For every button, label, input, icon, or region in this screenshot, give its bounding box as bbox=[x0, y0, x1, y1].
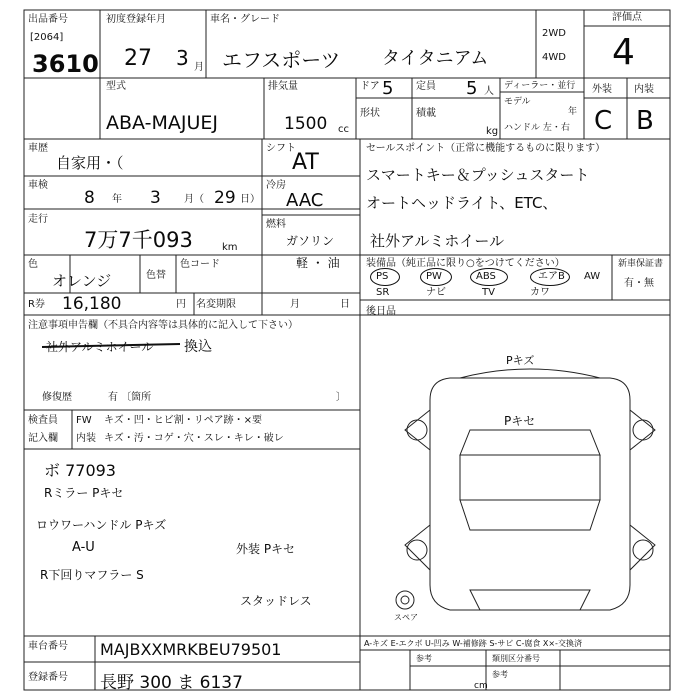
recycle-unit: 円 bbox=[176, 299, 186, 310]
fuel-gas: ガソリン bbox=[286, 234, 335, 248]
inspector-note-4: A-U bbox=[72, 540, 95, 555]
score-label: 評価点 bbox=[612, 12, 642, 23]
use-value: 自家用・（ bbox=[56, 154, 124, 172]
inspection-month-unit: 月（ bbox=[184, 194, 204, 205]
cm-unit: cm bbox=[474, 681, 488, 691]
mileage-label: 走行 bbox=[28, 214, 48, 225]
equip-leather: カワ bbox=[530, 287, 550, 298]
door-label: ドア bbox=[360, 81, 380, 92]
sales-label: セールスポイント（正常に機能するものに限ります） bbox=[366, 143, 606, 154]
lot-label: 出品番号 bbox=[28, 14, 68, 25]
equip-navi: ナビ bbox=[426, 287, 446, 298]
recycle-label: R券 bbox=[28, 299, 45, 310]
equip-pw-circle bbox=[420, 268, 452, 286]
reg-month: 3 bbox=[176, 46, 189, 70]
car-name: エフスポーツ bbox=[222, 48, 341, 72]
struck-text: 社外アルミホイール bbox=[46, 340, 154, 354]
inspector-note-mid2: スタッドレス bbox=[240, 594, 312, 608]
use-label: 車歴 bbox=[28, 143, 48, 154]
score-value: 4 bbox=[612, 32, 635, 73]
category-label: 類別区分番号 bbox=[492, 654, 540, 663]
seat-value: 5 bbox=[466, 78, 478, 99]
ext-grade: C bbox=[594, 106, 613, 136]
inspection-month: 3 bbox=[150, 188, 161, 208]
chassis-value: MAJBXXMRKBEU79501 bbox=[100, 640, 282, 659]
color-label: 色 bbox=[28, 259, 38, 270]
model-label: 型式 bbox=[106, 81, 126, 92]
equip-airbag-circle bbox=[530, 268, 570, 286]
shift-value: AT bbox=[292, 150, 319, 175]
reg-number-label: 登録番号 bbox=[28, 672, 68, 683]
ext-label: 外装 bbox=[592, 84, 612, 95]
sales-line3: 社外アルミホイール bbox=[370, 232, 505, 250]
cc-unit: cc bbox=[338, 124, 349, 135]
recycle-value: 16,180 bbox=[62, 294, 122, 314]
equip-pw: PW bbox=[426, 271, 442, 282]
model-year-unit: 年 bbox=[568, 107, 578, 117]
diagram-hood-note: Pキセ bbox=[504, 414, 536, 428]
color-code-label: 色コード bbox=[180, 259, 220, 270]
spare-label: スペア bbox=[394, 613, 418, 622]
lot-sub: [2064] bbox=[30, 32, 64, 43]
reg-number-value: 長野 300 ま 6137 bbox=[100, 673, 243, 693]
door-value: 5 bbox=[382, 78, 394, 99]
warranty-value: 有・無 bbox=[624, 278, 654, 289]
note-text: 換込 bbox=[184, 339, 212, 355]
inspector-note-1: ボ 77093 bbox=[44, 461, 116, 480]
dealer-label: ディーラー・並行 bbox=[504, 81, 576, 91]
inspector-note-3: ロウワーハンドル Pキズ bbox=[36, 518, 167, 532]
reg-year: 27 bbox=[124, 46, 152, 71]
tax-month-unit: 月 bbox=[290, 299, 300, 310]
equip-ps: PS bbox=[376, 271, 389, 282]
car-diagram bbox=[396, 369, 655, 610]
ac-value: AAC bbox=[286, 190, 324, 211]
inspection-year: 8 bbox=[84, 188, 95, 208]
int-grade: B bbox=[636, 106, 654, 136]
cc-label: 排気量 bbox=[268, 81, 298, 92]
sales-line2: オートヘッドライト、ETC、 bbox=[366, 194, 558, 212]
equip-sr: SR bbox=[376, 287, 390, 298]
inspection-year-unit: 年 bbox=[112, 194, 122, 205]
mileage-unit: km bbox=[222, 242, 238, 253]
name-label: 車名・グレード bbox=[210, 14, 280, 25]
inspector-row1: キズ・凹・ヒビ割・リペア跡・×要 bbox=[104, 415, 262, 426]
equip-airbag: エアB bbox=[538, 271, 565, 282]
equip-aw: AW bbox=[584, 271, 601, 282]
inspector-fw: FW bbox=[76, 415, 92, 426]
handle-label: ハンドル 左・右 bbox=[504, 123, 570, 133]
load-unit: kg bbox=[486, 126, 499, 137]
ac-label: 冷房 bbox=[266, 180, 286, 191]
inspector-note-2: Rミラー Pキセ bbox=[44, 486, 124, 500]
reg-month-unit: 月 bbox=[194, 62, 204, 73]
repair-label: 修復歴 bbox=[42, 392, 72, 403]
mileage-value: 7万7千093 bbox=[84, 228, 193, 252]
color-value: オレンジ bbox=[52, 272, 112, 290]
inspector-row2: キズ・汚・コゲ・穴・スレ・キレ・破レ bbox=[104, 433, 284, 444]
color-change-label: 色替 bbox=[146, 270, 166, 281]
notes-label: 注意事項申告欄（不具合内容等は具体的に記入して下さい） bbox=[28, 320, 298, 331]
model-year-label: モデル bbox=[504, 97, 531, 107]
load-label: 積載 bbox=[416, 108, 436, 119]
fuel-label: 燃料 bbox=[266, 219, 286, 230]
int-label: 内装 bbox=[634, 84, 654, 95]
lot-number: 3610 bbox=[32, 50, 99, 78]
inspection-day-unit: 日） bbox=[240, 194, 260, 205]
inspector-note-mid1: 外装 Pキセ bbox=[236, 542, 296, 556]
tax-label: 名変期限 bbox=[196, 299, 236, 310]
fuel-light: 軽 ・ 油 bbox=[296, 256, 340, 270]
shape-label: 形状 bbox=[360, 108, 380, 119]
equipment-label: 装備品（純正品に限り○をつけてください） bbox=[366, 258, 565, 269]
reg-label: 初度登録年月 bbox=[106, 14, 166, 25]
after-label: 後日品 bbox=[366, 306, 396, 317]
chassis-label: 車台番号 bbox=[28, 641, 68, 652]
equip-abs-circle bbox=[470, 268, 508, 286]
seat-unit: 人 bbox=[484, 86, 494, 97]
shift-label: シフト bbox=[266, 143, 296, 154]
inspection-day: 29 bbox=[214, 188, 236, 208]
tax-day-unit: 日 bbox=[340, 299, 350, 310]
drive-4wd: 4WD bbox=[542, 52, 566, 63]
repair-close: 〕 bbox=[336, 392, 346, 403]
equip-tv: TV bbox=[482, 287, 495, 298]
new-car-label: 新車保証書 bbox=[618, 259, 664, 269]
ref-label-1: 参考 bbox=[416, 654, 432, 663]
inspector-label1: 検査員 bbox=[28, 415, 58, 426]
model-code: ABA-MAJUEJ bbox=[106, 112, 218, 134]
equip-ps-circle bbox=[370, 268, 400, 286]
equip-abs: ABS bbox=[476, 271, 496, 282]
inspection-label: 車検 bbox=[28, 180, 48, 191]
diagram-top-note: Pキズ bbox=[506, 354, 535, 367]
sales-line1: スマートキー＆プッシュスタート bbox=[366, 166, 590, 184]
inspector-row2-prefix: 内装 bbox=[76, 433, 96, 444]
inspector-note-5: R下回りマフラー S bbox=[40, 568, 144, 582]
cc-value: 1500 bbox=[284, 114, 328, 134]
car-grade: タイタニアム bbox=[382, 48, 489, 69]
legend-text: A-キズ E-エクボ U-凹み W-補修跡 S-サビ C-腐食 X×-交換済 bbox=[364, 639, 582, 648]
ref-label-2: 参考 bbox=[492, 670, 508, 679]
seat-label: 定員 bbox=[416, 81, 436, 92]
drive-2wd: 2WD bbox=[542, 28, 566, 39]
repair-value: 有 〔箇所 bbox=[108, 392, 152, 403]
inspector-label2: 記入欄 bbox=[28, 433, 58, 444]
